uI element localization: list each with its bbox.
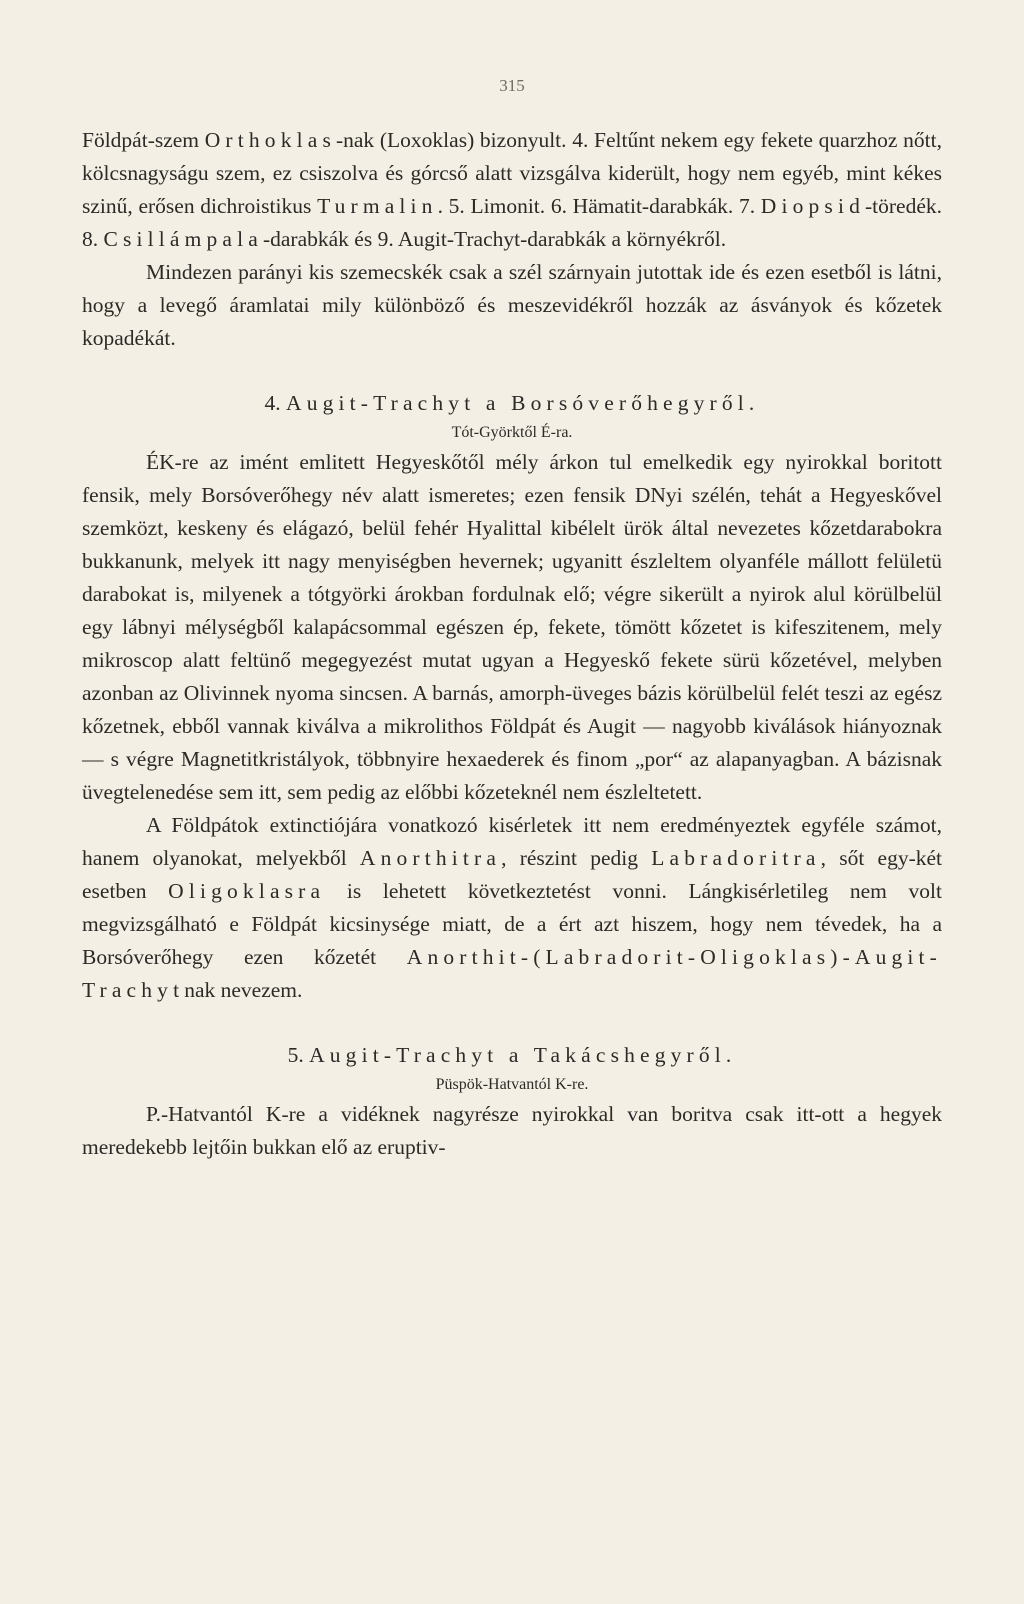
p1-text-3: . 5. Limonit. 6. Hämatit-darabkák. 7.: [437, 194, 761, 218]
page-body: [82, 124, 942, 1164]
p4-spaced-oligoklas: Oligoklasra: [168, 879, 326, 903]
paragraph-5: P.-Hatvantól K-re a vidéknek nagyrésze nyirokkal van boritva csak itt-ott a hegyek meredekebb lejtőin bukkan elő az eruptiv-: [82, 1102, 942, 1159]
section-4-title: Augit-Trachyt a Borsóverőhegyről.: [286, 391, 760, 415]
paragraph-1: [82, 124, 942, 256]
paragraph-3: ÉK-re az imént emlitett Hegyeskőtől mély árkon tul emelkedik egy nyirokkal boritott fensik, mely Borsóverőhegy név alatt ismeretes; ezen fensik DNyi szélén, tehát a Hegyeskővel szemközt, keskeny és elágazó, belül fehér Hyalittal kibélelt ürök által nevezetes kőzetdarabokra bukkanunk, melyek itt nagy menyiségben hevernek; ugyanitt észleltem olyanféle mállott felületü darabokat is, milyenek a tótgyörki árokban fordulnak elő; végre sikerült a nyirok alul körülbelül egy lábnyi mélységből kalapácsommal egészen ép, fekete, tömött kőzetet is kifeszitenem, mely mikroscop alatt feltünő megegyezést mutat ugyan a Hegyeskő fekete sürü kőzetével, melyben azonban az Olivinnek nyoma sincsen. A barnás, amorph-üveges bázis körülbelül felét teszi az egész kőzetnek, ebből vannak kiválva a mikrolithos Földpát és Augit — nagyobb kiválások hiányoznak — s végre Magnetitkristályok, többnyire hexaederek és finom „por“ az alapanyagban. A bázisnak üvegtelenedése sem itt, sem pedig az előbbi kőzeteknél nem észleltetett.: [82, 450, 942, 804]
p1-text-5: -darabkák és 9. Augit-Trachyt-darabkák a környékről.: [262, 227, 727, 251]
section-5-number: 5.: [287, 1043, 310, 1067]
p4-spaced-anorthit: Anorthitra: [359, 846, 502, 870]
p4-spaced-rock-name: Anorthit-(Labradorit-Oligoklas)-Augit-Trachyt: [82, 945, 942, 1002]
section-4-heading: [82, 387, 942, 420]
paragraph-4: [82, 809, 942, 1007]
paragraph-2: Mindezen parányi kis szemecskék csak a szél szárnyain jutottak ide és ezen esetből is látni, hogy a levegő áramlatai mily különböző és meszevidékről hozzák az ásványok és kőzetek kopadékát.: [82, 260, 942, 350]
p1-text-2: -nak (Loxoklas) bizonyult. 4. Feltűnt nekem egy fekete quarzhoz nőtt, kölcsnagyságu szem, ez csiszolva és górcső alatt vizsgálva kiderült, hogy nem egyéb, mint kékes szinű, erősen dichroistikus: [82, 128, 942, 218]
section-5-subtitle: Püspök-Hatvantól K-re.: [435, 1076, 589, 1093]
p1-text-1: Földpát-szem: [82, 128, 205, 152]
page-number: 315: [499, 76, 525, 95]
section-4-number: 4.: [264, 391, 287, 415]
p1-text-4: -töredék. 8.: [82, 194, 943, 251]
p1-spaced-diopsid: Diopsid: [760, 194, 865, 218]
p4-text-3: , sőt egy-két esetben: [82, 846, 943, 903]
p1-spaced-orthoklas: Orthoklas: [204, 128, 336, 152]
p1-spaced-csillampala: Csillámpala: [103, 227, 263, 251]
p4-spaced-labradorit: Labradoritra: [651, 846, 821, 870]
p4-text-1: A Földpátok extinctiójára vonatkozó kisérletek itt nem eredményeztek egyféle számot, hanem olyanokat, melyekből: [82, 813, 942, 870]
p1-spaced-turmalin: Turmalin: [317, 194, 438, 218]
p4-text-4: is lehetett következtetést vonni. Lángkisérletileg nem volt megvizsgálható e Földpát kicsinysége miatt, de a ért azt hiszem, hogy nem tévedek, ha a Borsóverőhegy ezen kőzetét: [82, 879, 942, 969]
section-4-subtitle: Tót-Györktől É-ra.: [451, 424, 573, 441]
p4-text-2: , részint pedig: [501, 846, 652, 870]
section-5-heading: [82, 1039, 942, 1072]
p4-text-5: nak nevezem.: [184, 978, 303, 1002]
section-5-title: Augit-Trachyt a Takácshegyről.: [309, 1043, 737, 1067]
